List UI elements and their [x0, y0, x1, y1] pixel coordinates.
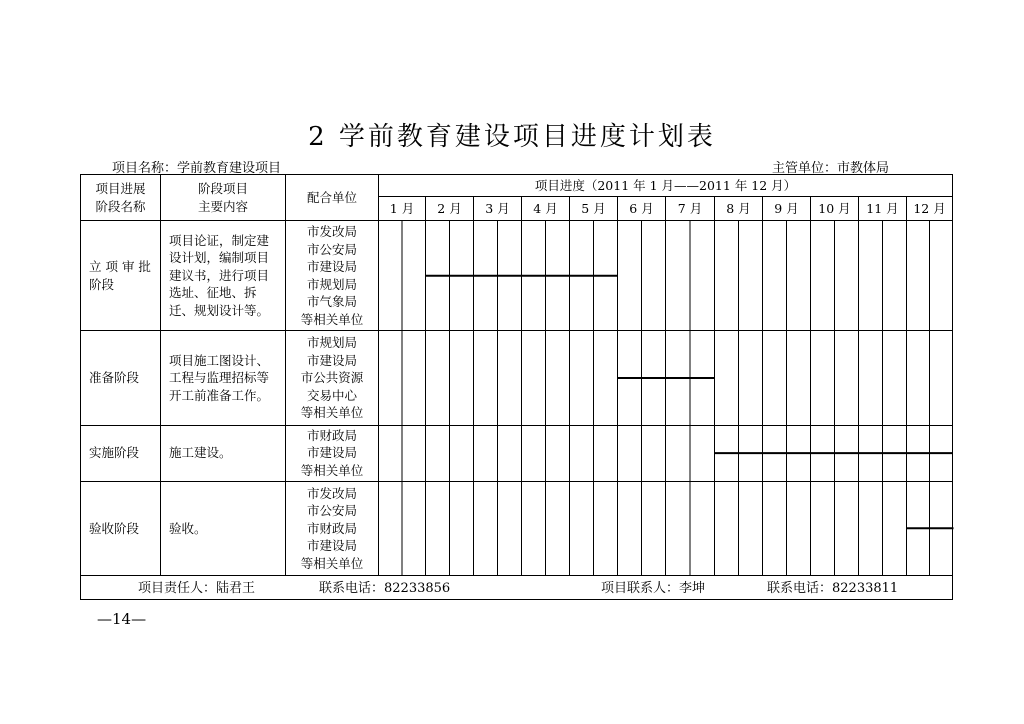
month-cell	[570, 481, 618, 575]
unit-name: 市公安局	[306, 241, 357, 257]
document-title: 2 学前教育建设项目进度计划表	[308, 122, 716, 152]
month-header-7: 7 月	[666, 197, 715, 221]
month-cell	[666, 331, 715, 425]
month-cell	[618, 221, 666, 331]
footer	[81, 575, 953, 599]
month-cell	[474, 221, 522, 331]
unit-name: 市建设局	[306, 352, 357, 368]
month-header-10: 10 月	[811, 197, 859, 221]
month-header-2: 2 月	[426, 197, 474, 221]
month-cell	[715, 331, 763, 425]
month-cell	[763, 425, 811, 481]
stage-units	[286, 221, 379, 331]
month-header-6: 6 月	[618, 197, 666, 221]
month-cell	[426, 425, 474, 481]
month-cell	[379, 481, 426, 575]
month-cell	[763, 481, 811, 575]
supervising-department: 主管单位：市教体局	[772, 161, 890, 176]
month-cell	[715, 481, 763, 575]
month-cell	[907, 331, 953, 425]
stage-row	[81, 425, 953, 481]
month-cell	[426, 481, 474, 575]
stage-units	[286, 425, 379, 481]
month-cell	[379, 425, 426, 481]
stage-content: 项目论证，制定建设计划，编制项目建议书，进行项目选址、征地、拆迁、规划设计等。	[161, 221, 286, 331]
month-header-8: 8 月	[715, 197, 763, 221]
month-cell	[859, 221, 907, 331]
unit-name: 等相关单位	[300, 311, 364, 327]
month-cell	[426, 221, 474, 331]
month-cell	[379, 221, 426, 331]
unit-name: 市建设局	[306, 259, 357, 275]
stage-content: 验收。	[161, 481, 286, 575]
unit-name: 市发改局	[306, 485, 357, 501]
unit-name: 市气象局	[306, 294, 357, 310]
unit-name: 市规划局	[306, 335, 357, 351]
stage-row	[81, 221, 953, 331]
stage-name: 验收阶段	[81, 481, 161, 575]
month-cell	[522, 221, 570, 331]
unit-name: 市财政局	[306, 427, 357, 443]
phone-2: 联系电话：82233811	[767, 580, 899, 596]
header-progress: 项目进度（2011 年 1 月——2011 年 12 月）	[379, 175, 953, 197]
stage-row	[81, 481, 953, 575]
month-header-12: 12 月	[907, 197, 953, 221]
month-cell	[570, 331, 618, 425]
month-cell	[618, 481, 666, 575]
month-header-5: 5 月	[570, 197, 618, 221]
month-cell	[811, 481, 859, 575]
header-stage: 项目进展 阶段名称	[81, 175, 161, 221]
month-cell	[763, 331, 811, 425]
stage-units	[286, 481, 379, 575]
unit-name: 市建设局	[306, 445, 357, 461]
month-header-9: 9 月	[763, 197, 811, 221]
month-cell	[618, 331, 666, 425]
month-cell	[666, 221, 715, 331]
month-cell	[522, 481, 570, 575]
month-cell	[907, 425, 953, 481]
unit-name: 市公共资源	[300, 370, 364, 386]
month-cell	[474, 425, 522, 481]
month-cell	[570, 425, 618, 481]
month-header-3: 3 月	[474, 197, 522, 221]
header-unit: 配合单位	[286, 175, 379, 221]
header-content: 阶段项目 主要内容	[161, 175, 286, 221]
stage-units	[286, 331, 379, 425]
month-cell	[522, 331, 570, 425]
unit-name: 等相关单位	[300, 555, 364, 571]
unit-name: 交易中心	[306, 387, 357, 403]
responsible-person: 项目责任人：陆君王	[138, 580, 256, 596]
unit-name: 市发改局	[306, 224, 357, 240]
month-cell	[811, 221, 859, 331]
unit-name: 等相关单位	[300, 405, 364, 421]
month-header-1: 1 月	[379, 197, 426, 221]
month-cell	[666, 481, 715, 575]
schedule-table	[80, 174, 953, 600]
month-cell	[763, 221, 811, 331]
month-cell	[379, 331, 426, 425]
page-number: —14—	[97, 610, 147, 628]
month-cell	[859, 331, 907, 425]
month-cell	[811, 425, 859, 481]
unit-name: 等相关单位	[300, 462, 364, 478]
month-cell	[426, 331, 474, 425]
unit-name: 市财政局	[306, 520, 357, 536]
phone-1: 联系电话：82233856	[319, 580, 451, 596]
month-header-4: 4 月	[522, 197, 570, 221]
stage-content: 施工建设。	[161, 425, 286, 481]
stage-name: 准备阶段	[81, 331, 161, 425]
month-cell	[522, 425, 570, 481]
month-cell	[570, 221, 618, 331]
month-cell	[907, 221, 953, 331]
month-cell	[859, 425, 907, 481]
unit-name: 市公安局	[306, 503, 357, 519]
month-cell	[811, 331, 859, 425]
month-header-11: 11 月	[859, 197, 907, 221]
month-cell	[474, 481, 522, 575]
month-cell	[474, 331, 522, 425]
stage-content: 项目施工图设计、工程与监理招标等开工前准备工作。	[161, 331, 286, 425]
stage-name: 立 项 审 批 阶段	[81, 221, 161, 331]
month-cell	[666, 425, 715, 481]
month-cell	[907, 481, 953, 575]
stage-row	[81, 331, 953, 425]
month-cell	[715, 425, 763, 481]
unit-name: 市建设局	[306, 538, 357, 554]
project-name: 项目名称：学前教育建设项目	[112, 161, 282, 176]
stage-name: 实施阶段	[81, 425, 161, 481]
month-cell	[618, 425, 666, 481]
contact-person: 项目联系人：李坤	[601, 580, 706, 596]
month-cell	[715, 221, 763, 331]
unit-name: 市规划局	[306, 276, 357, 292]
month-cell	[859, 481, 907, 575]
